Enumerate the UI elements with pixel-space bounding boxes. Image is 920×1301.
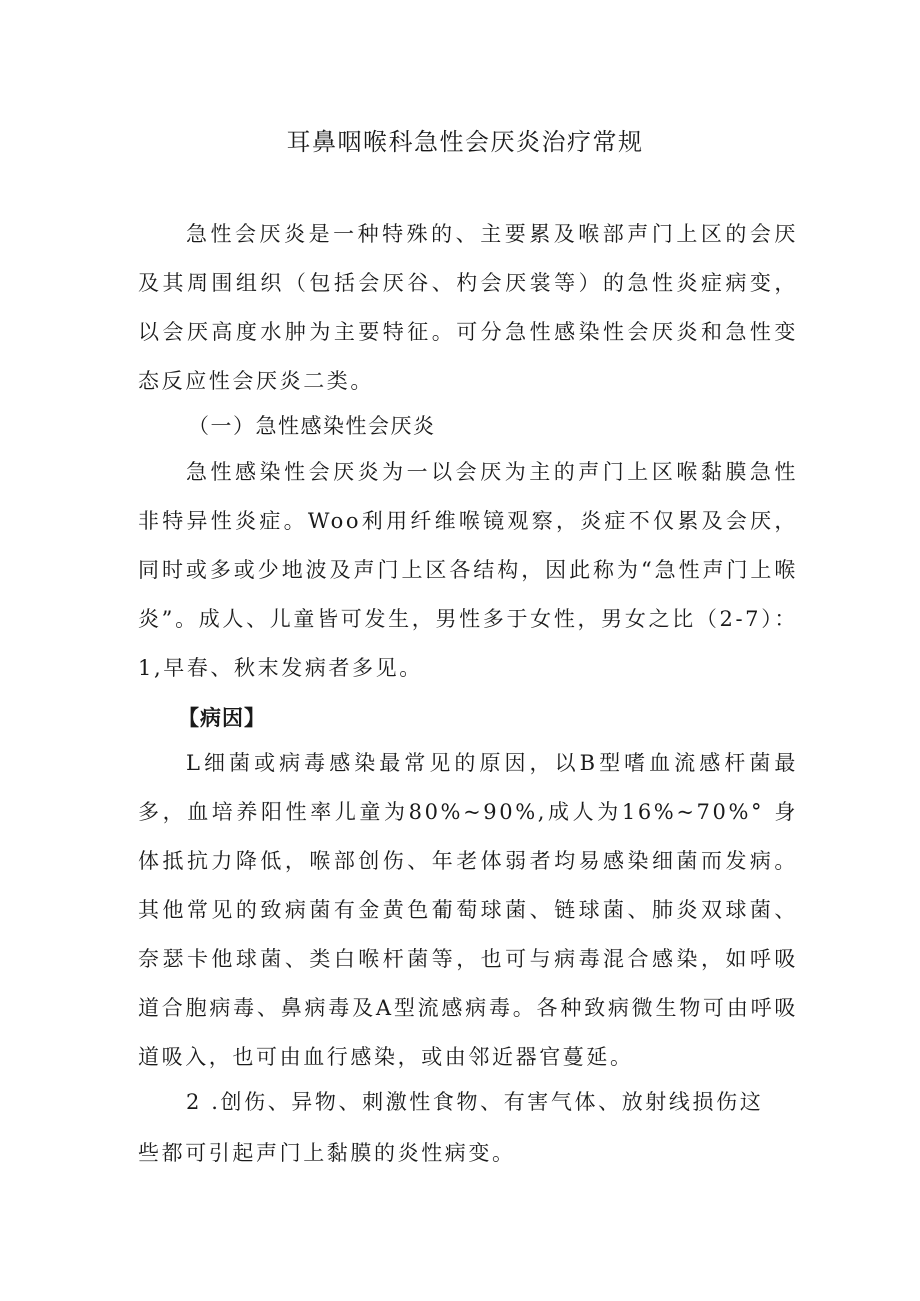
cause-heading: 【病因】 [178, 706, 266, 730]
section1-heading: （一）急性感染性会厌炎 [188, 414, 436, 438]
document-title: 耳鼻咽喉科急性会厌炎治疗常规 [286, 128, 644, 156]
cause2-line1: 2 .创伤、异物、刺激性食物、有害气体、放射线损伤这 [186, 1090, 764, 1114]
intro-paragraph: 急性会厌炎是一种特殊的、主要累及喉部声门上区的会厌及其周围组织（包括会厌谷、杓会厌裳等）的急性炎症病变，以会厌高度水肿为主要特征。可分急性感染性会厌炎和急性变态反应性会厌炎二类。 [138, 222, 798, 393]
section1-paragraph: 急性感染性会厌炎为一以会厌为主的声门上区喉黏膜急性非特异性炎症。Woo利用纤维喉镜观察，炎症不仅累及会厌，同时或多或少地波及声门上区各结构，因此称为“急性声门上喉炎”。成人、儿童皆可发生，男性多于女性，男女之比（2-7）：1,早春、秋末发病者多见。 [138, 460, 798, 680]
cause2-line2: 些都可引起声门上黏膜的炎性病变。 [138, 1141, 516, 1165]
cause-paragraph: L细菌或病毒感染最常见的原因，以B型嗜血流感杆菌最多，血培养阳性率儿童为80%~90%,成人为16%~70%° 身体抵抗力降低，喉部创伤、年老体弱者均易感染细菌而发病。其他常见的致病菌有金黄色葡萄球菌、链球菌、肺炎双球菌、奈瑟卡他球菌、类白喉杆菌等，也可与病毒混合感染，如呼吸道合胞病毒、鼻病毒及A型流感病毒。各种致病微生物可由呼吸道吸入，也可由血行感染，或由邻近器官蔓延。 [138, 751, 798, 1069]
